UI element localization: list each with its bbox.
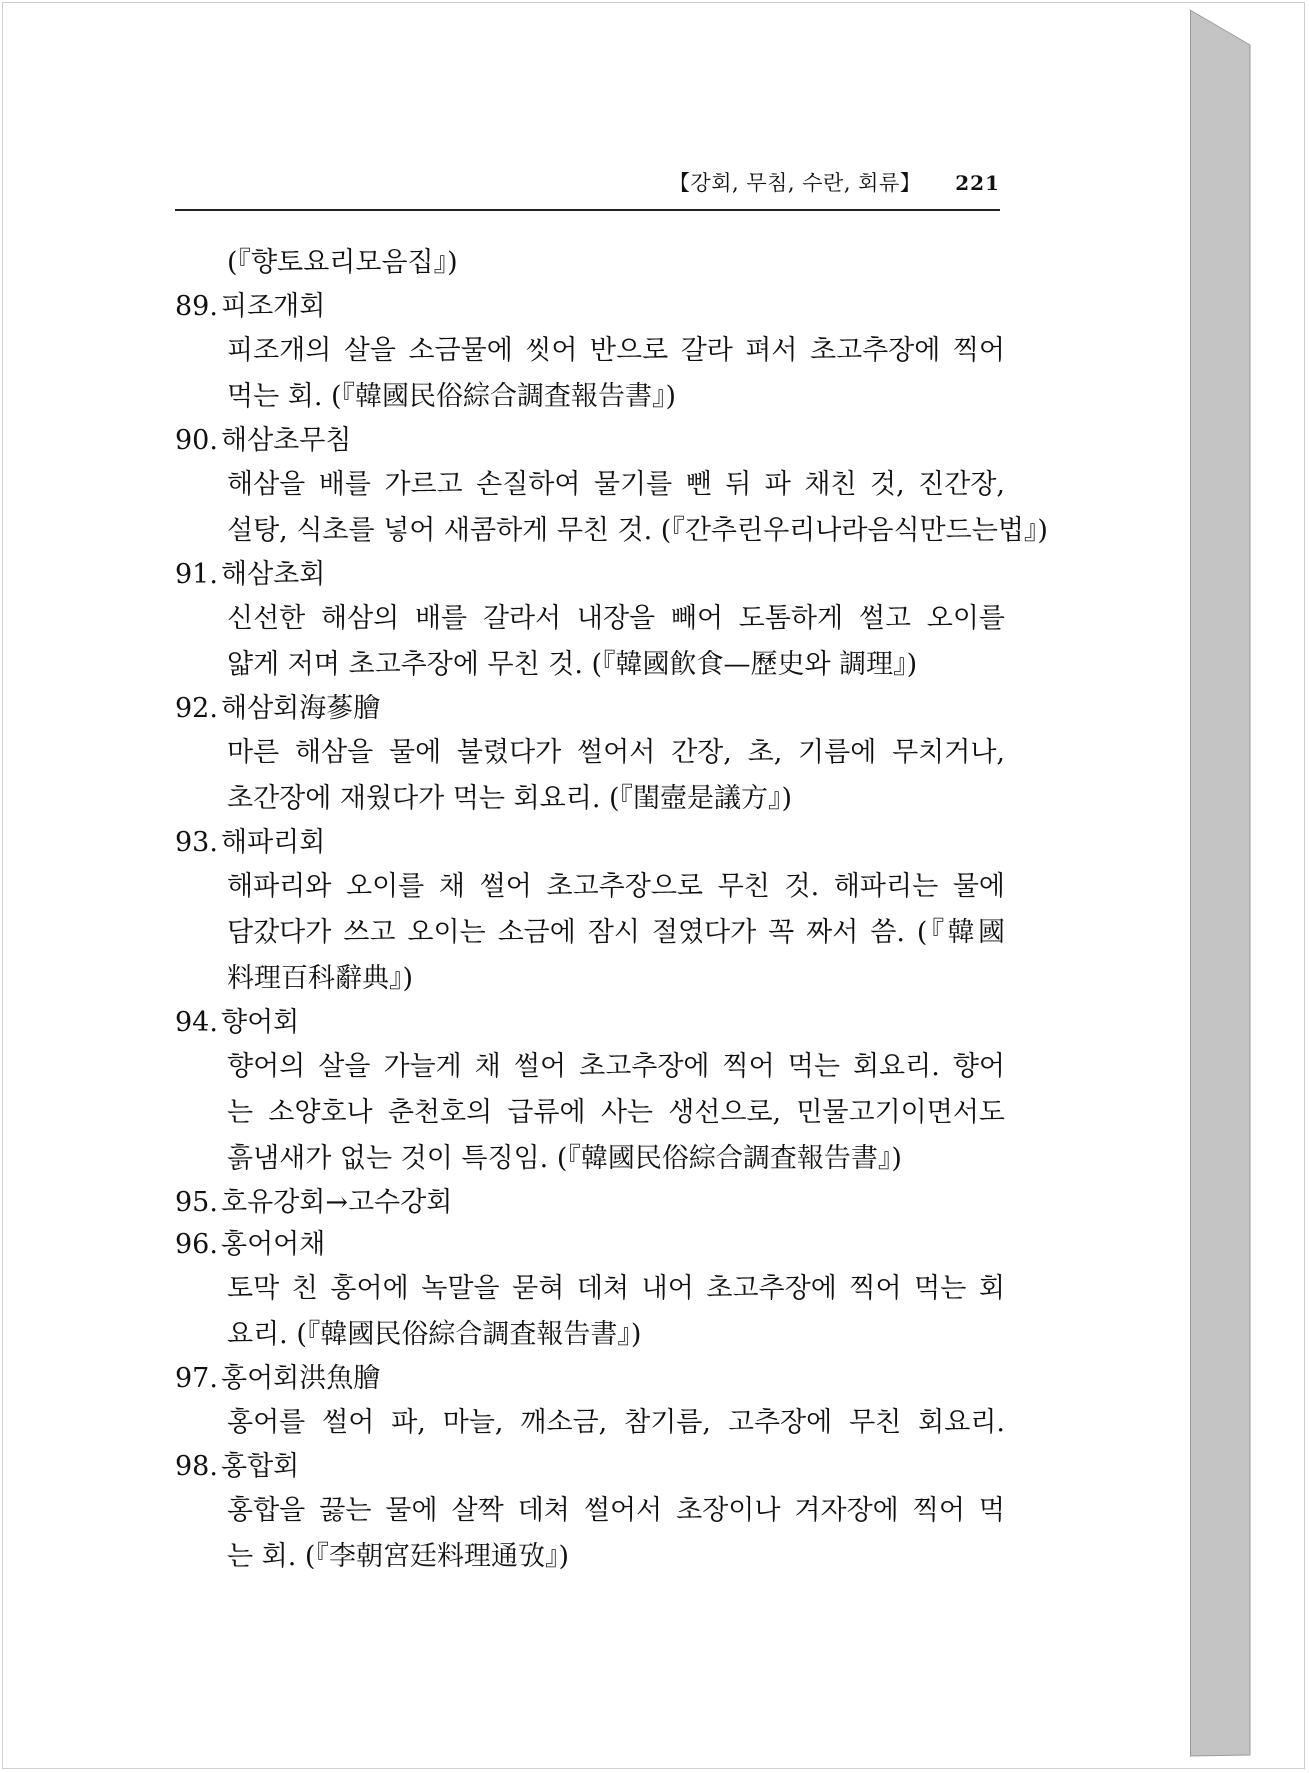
entry-heading: 해파리회: [221, 827, 326, 858]
entry-number: 90.: [175, 425, 218, 456]
entry-heading: 홍합회: [221, 1451, 300, 1482]
entry-heading: 호유강회→고수강회: [221, 1187, 453, 1218]
header-rule: [175, 209, 1000, 211]
entry-heading: 해삼초무침: [221, 425, 352, 456]
entry-number: 92.: [175, 693, 218, 724]
entry-text: 설탕, 식초를 넣어 새콤하게 무친 것. (『간추린우리나라음식만드는법』): [227, 515, 1048, 546]
entry-text: 料理百科辭典』): [227, 963, 414, 994]
entry-title: [175, 1182, 1005, 1224]
entry-title: [175, 1002, 1005, 1044]
entry-text: 담갔다가 쓰고 오이는 소금에 잠시 절였다가 꼭 짜서 씀. (『韓國: [227, 917, 1005, 948]
entry-title: [175, 688, 1005, 730]
entry-text: 흙냄새가 없는 것이 특징임. (『韓國民俗綜合調査報告書』): [227, 1143, 902, 1174]
entry-text: 토막 친 홍어에 녹말을 묻혀 데쳐 내어 초고추장에 찍어 먹는 회: [227, 1273, 1005, 1304]
entry-title: [175, 420, 1005, 462]
entry-heading: 홍어회洪魚膾: [221, 1363, 381, 1394]
page-number: 221: [955, 171, 1000, 195]
entry-text: 요리. (『韓國民俗綜合調査報告書』): [227, 1319, 642, 1350]
entry-heading: 해삼초회: [221, 559, 326, 590]
entry-text: 는 회. (『李朝宮廷料理通攷』): [227, 1541, 569, 1572]
entry-number: 97.: [175, 1363, 218, 1394]
entry-text: 초간장에 재웠다가 먹는 회요리. (『閨壼是議方』): [227, 783, 793, 814]
entry-text: 피조개의 살을 소금물에 씻어 반으로 갈라 펴서 초고추장에 찍어: [227, 335, 1005, 366]
running-header: [600, 167, 1000, 197]
entry-number: 91.: [175, 559, 218, 590]
entry-title: [175, 822, 1005, 864]
entry-title: [175, 1224, 1005, 1266]
entry-text: 향어의 살을 가늘게 채 썰어 초고추장에 찍어 먹는 회요리. 향어: [227, 1051, 1005, 1082]
entry-title: [175, 554, 1005, 596]
continued-citation: (『향토요리모음집』): [227, 247, 458, 278]
entry-number: 94.: [175, 1007, 218, 1038]
entry-number: 95.: [175, 1187, 218, 1218]
entry-heading: 향어회: [221, 1007, 300, 1038]
entry-number: 89.: [175, 291, 218, 322]
entry-text: 해삼을 배를 가르고 손질하여 물기를 뺀 뒤 파 채친 것, 진간장,: [227, 469, 1005, 500]
entry-heading: 해삼회海蔘膾: [221, 693, 381, 724]
running-title: 【강회, 무침, 수란, 회류】: [668, 171, 922, 195]
entry-text: 신선한 해삼의 배를 갈라서 내장을 빼어 도톰하게 썰고 오이를: [227, 603, 1005, 634]
entry-heading: 피조개회: [221, 291, 326, 322]
entry-number: 96.: [175, 1229, 218, 1260]
entry-text: 해파리와 오이를 채 썰어 초고추장으로 무친 것. 해파리는 물에: [227, 871, 1005, 902]
entry-heading: 홍어어채: [221, 1229, 326, 1260]
page-body: [175, 240, 1048, 1580]
entry-text: 얇게 저며 초고추장에 무친 것. (『韓國飮食—歷史와 調理』): [227, 649, 918, 680]
entry-title: [175, 286, 1005, 328]
entry-number: 93.: [175, 827, 218, 858]
entry-text: 는 소양호나 춘천호의 급류에 사는 생선으로, 민물고기이면서도: [227, 1097, 1005, 1128]
entry-text: 마른 해삼을 물에 불렸다가 썰어서 간장, 초, 기름에 무치거나,: [227, 737, 1005, 768]
entry-text: 홍합을 끓는 물에 살짝 데쳐 썰어서 초장이나 겨자장에 찍어 먹: [227, 1495, 1005, 1526]
entry-title: [175, 1446, 1005, 1488]
entry-text: 먹는 회. (『韓國民俗綜合調査報告書』): [227, 381, 677, 412]
entry-number: 98.: [175, 1451, 218, 1482]
entry-title: [175, 1358, 1005, 1400]
entry-text: 홍어를 썰어 파, 마늘, 깨소금, 참기름, 고추장에 무친 회요리.: [227, 1407, 1005, 1438]
